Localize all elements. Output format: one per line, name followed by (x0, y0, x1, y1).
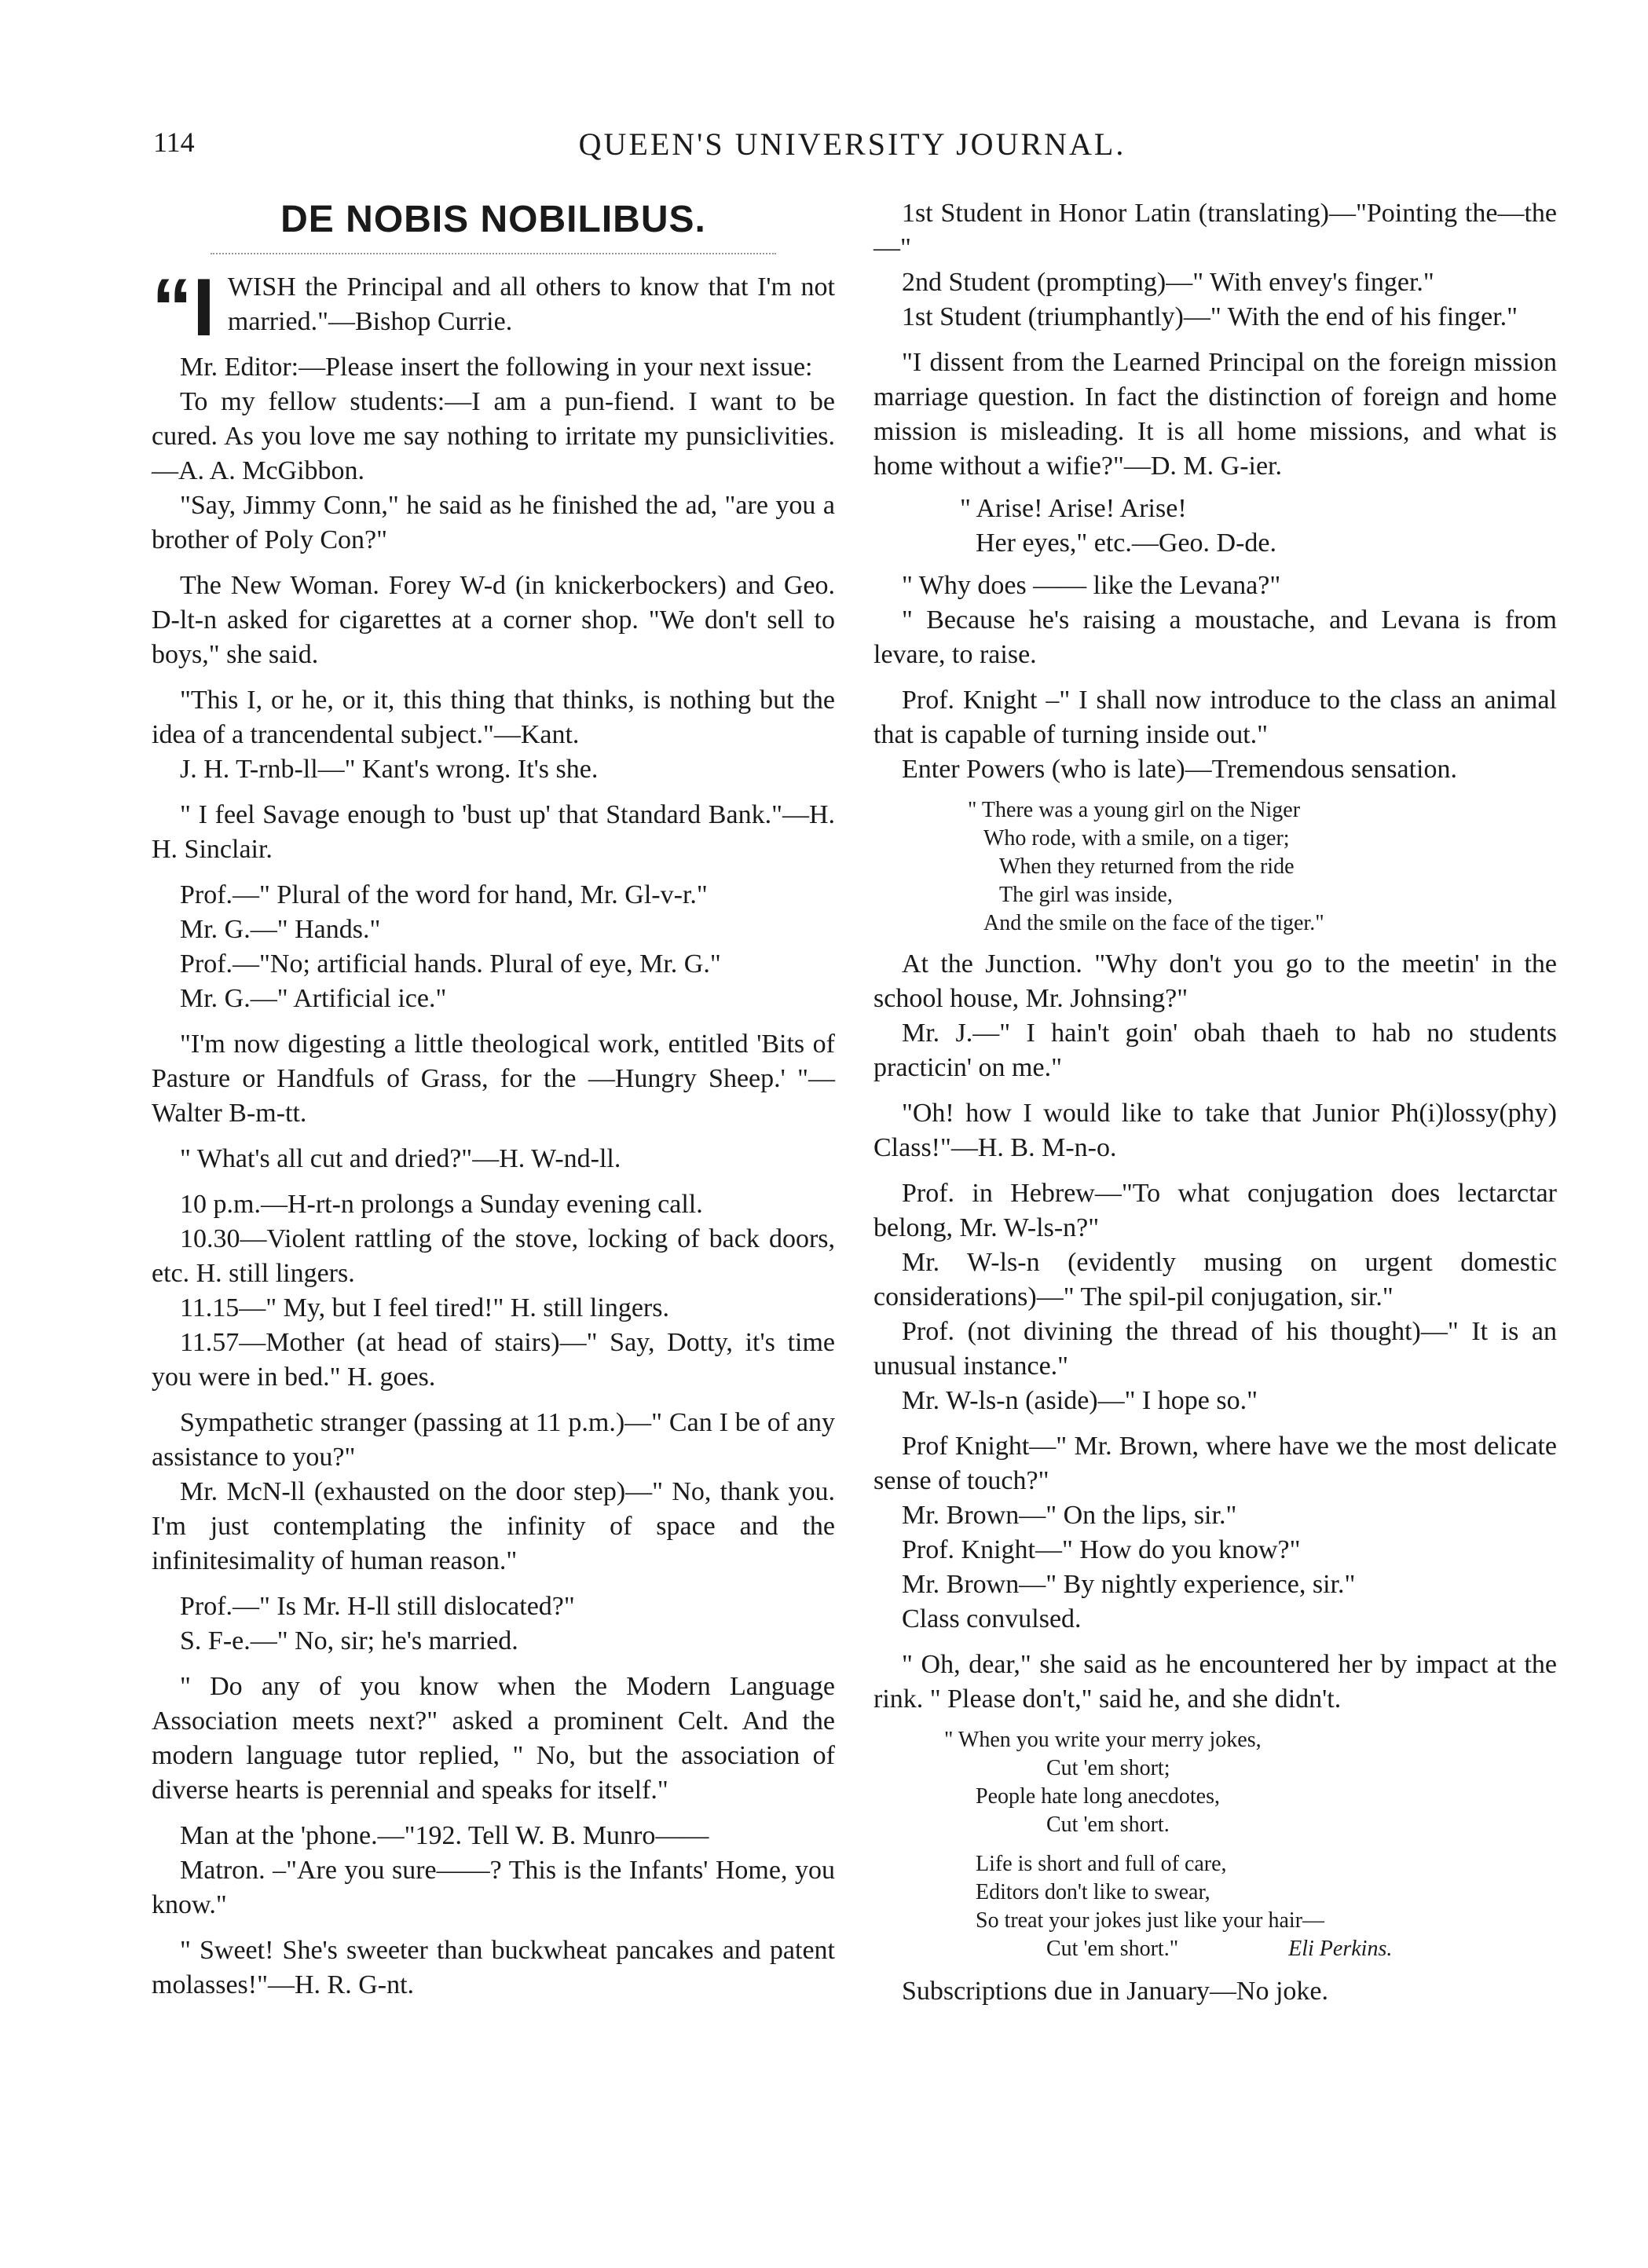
limerick (873, 796, 1557, 938)
poem-author: Eli Perkins. (1288, 1937, 1393, 1961)
title-divider (211, 253, 776, 254)
paragraph: Matron. –"Are you sure——? This is the Infants' Home, you know." (152, 1856, 835, 1919)
journal-title: QUEEN'S UNIVERSITY JOURNAL. (578, 126, 1126, 162)
poem-line: Cut 'em short; (1046, 1756, 1170, 1780)
opening-paragraph: “IWISH the Principal and all others to know that I'm not married."—Bishop Currie. (152, 262, 835, 353)
dropcap-quote-i: “I (152, 262, 215, 353)
poem-line: And the smile on the face of the tiger." (983, 911, 1324, 935)
paragraph: 1st Student in Honor Latin (translating)—"Pointing the—the—" (873, 199, 1557, 262)
poem-line: Cut 'em short. (1046, 1813, 1170, 1837)
poem-line: The girl was inside, (999, 883, 1173, 907)
page-header (153, 126, 1551, 173)
poem-line: People hate long anecdotes, (976, 1784, 1221, 1809)
paragraph: " Sweet! She's sweeter than buckwheat pancakes and patent molasses!"—H. R. G-nt. (152, 1936, 835, 1999)
poem-line: So treat your jokes just like your hair— (976, 1908, 1325, 1933)
paragraph: 11.57—Mother (at head of stairs)—" Say, Dotty, it's time you were in bed." H. goes. (152, 1328, 835, 1392)
paragraph: Mr. G.—" Artificial ice." (180, 984, 447, 1013)
paragraph: Class convulsed. (902, 1604, 1082, 1633)
poem-line: Editors don't like to swear, (976, 1880, 1210, 1904)
paragraph: Man at the 'phone.—"192. Tell W. B. Munro—— (180, 1821, 709, 1850)
paragraph: " What's all cut and dried?"—H. W-nd-ll. (180, 1144, 621, 1173)
poem-line: " There was a young girl on the Niger (968, 798, 1301, 822)
paragraph: " Because he's raising a moustache, and Levana is from levare, to raise. (873, 605, 1557, 669)
paragraph: Mr. Editor:—Please insert the following in your next issue: (180, 353, 813, 382)
arise-verse (873, 492, 1557, 561)
paragraph: Prof. Knight –" I shall now introduce to the class an animal that is capable of turning inside out." (873, 686, 1557, 749)
paragraph: Enter Powers (who is late)—Tremendous sensation. (902, 755, 1457, 784)
poem-line (873, 1935, 1557, 1963)
paragraph: " Do any of you know when the Modern Language Association meets next?" asked a prominent Celt. And the modern language tutor replied, " No, but the association of diverse hearts is perennial and speaks for itself." (152, 1672, 835, 1805)
paragraph: "I'm now digesting a little theological work, entitled 'Bits of Pasture or Handfuls of Grass, for the —Hungry Sheep.' "—Walter B-m-tt. (152, 1030, 835, 1128)
paragraph: Mr. W-ls-n (aside)—" I hope so." (902, 1386, 1258, 1415)
paragraph: 10.30—Violent rattling of the stove, locking of back doors, etc. H. still lingers. (152, 1224, 835, 1288)
paragraph: Prof Knight—" Mr. Brown, where have we the most delicate sense of touch?" (873, 1432, 1557, 1495)
paragraph: Mr. W-ls-n (evidently musing on urgent domestic considerations)—" The spil-pil conjugation, sir." (873, 1248, 1557, 1311)
paragraph: " Oh, dear," she said as he encountered her by impact at the rink. " Please don't," said he, and she didn't. (873, 1650, 1557, 1714)
paragraph: 11.15—" My, but I feel tired!" H. still lingers. (180, 1293, 669, 1322)
paragraph: To my fellow students:—I am a pun-fiend. I want to be cured. As you love me say nothing to irritate my punsiclivities.—A. A. McGibbon. (152, 387, 835, 485)
paragraph: Prof.—"No; artificial hands. Plural of eye, Mr. G." (180, 949, 721, 979)
poem-line: When they returned from the ride (999, 854, 1295, 879)
verse-line: Her eyes," etc.—Geo. D-de. (976, 529, 1276, 558)
paragraph: Sympathetic stranger (passing at 11 p.m.)—" Can I be of any assistance to you?" (152, 1408, 835, 1472)
paragraph: 1st Student (triumphantly)—" With the end of his finger." (902, 302, 1518, 331)
paragraph: Mr. Brown—" By nightly experience, sir." (902, 1570, 1356, 1599)
paragraph: "I dissent from the Learned Principal on the foreign mission marriage question. In fact the distinction of foreign and home mission is misleading. It is all home missions, and what is home without a wifie?"—D. M. G-ier. (873, 348, 1557, 481)
poem-line-text: Cut 'em short." (1046, 1937, 1179, 1961)
paragraph: "Oh! how I would like to take that Junior Ph(i)lossy(phy) Class!"—H. B. M-n-o. (873, 1099, 1557, 1162)
paragraph: Mr. McN-ll (exhausted on the door step)—" No, thank you. I'm just contemplating the infinity of space and the infinitesimality of human reason." (152, 1477, 835, 1575)
paragraph: Mr. J.—" I hain't goin' obah thaeh to hab no students practicin' on me." (873, 1019, 1557, 1082)
paragraph: Mr. G.—" Hands." (180, 915, 381, 944)
paragraph: Prof. (not divining the thread of his thought)—" It is an unusual instance." (873, 1317, 1557, 1381)
paragraph: J. H. T-rnb-ll—" Kant's wrong. It's she. (180, 755, 599, 784)
paragraph: "Say, Jimmy Conn," he said as he finished the ad, "are you a brother of Poly Con?" (152, 491, 835, 554)
right-column (873, 196, 1557, 2009)
paragraph: 10 p.m.—H-rt-n prolongs a Sunday evening call. (180, 1190, 703, 1219)
paragraph: " I feel Savage enough to 'bust up' that Standard Bank."—H. H. Sinclair. (152, 800, 835, 864)
paragraph: Prof.—" Plural of the word for hand, Mr. Gl-v-r." (180, 880, 708, 909)
paragraph: At the Junction. "Why don't you go to the meetin' in the school house, Mr. Johnsing?" (873, 949, 1557, 1013)
verse-line: " Arise! Arise! Arise! (960, 494, 1187, 523)
paragraph: Prof. in Hebrew—"To what conjugation does lectarctar belong, Mr. W-ls-n?" (873, 1179, 1557, 1242)
paragraph: "This I, or he, or it, this thing that thinks, is nothing but the idea of a trancendental subject."—Kant. (152, 686, 835, 749)
poem-line: " When you write your merry jokes, (944, 1728, 1262, 1752)
poem-line: Who rode, with a smile, on a tiger; (983, 826, 1290, 850)
paragraph: Mr. Brown—" On the lips, sir." (902, 1501, 1237, 1530)
paragraph: Subscriptions due in January—No joke. (902, 1977, 1328, 2006)
article-title: DE NOBIS NOBILIBUS. (280, 199, 706, 240)
paragraph: The New Woman. Forey W-d (in knickerbockers) and Geo. D-lt-n asked for cigarettes at a corner shop. "We don't sell to boys," she said. (152, 571, 835, 669)
paragraph: Prof. Knight—" How do you know?" (902, 1535, 1301, 1564)
page-number: 114 (153, 126, 195, 158)
paragraph: Prof.—" Is Mr. H-ll still dislocated?" (180, 1592, 575, 1621)
left-column (152, 196, 835, 2003)
cut-em-short-poem (873, 1726, 1557, 1963)
paragraph: " Why does —— like the Levana?" (902, 571, 1281, 600)
poem-line: Life is short and full of care, (976, 1852, 1227, 1876)
paragraph: 2nd Student (prompting)—" With envey's finger." (902, 268, 1434, 297)
paragraph: S. F-e.—" No, sir; he's married. (180, 1626, 518, 1655)
